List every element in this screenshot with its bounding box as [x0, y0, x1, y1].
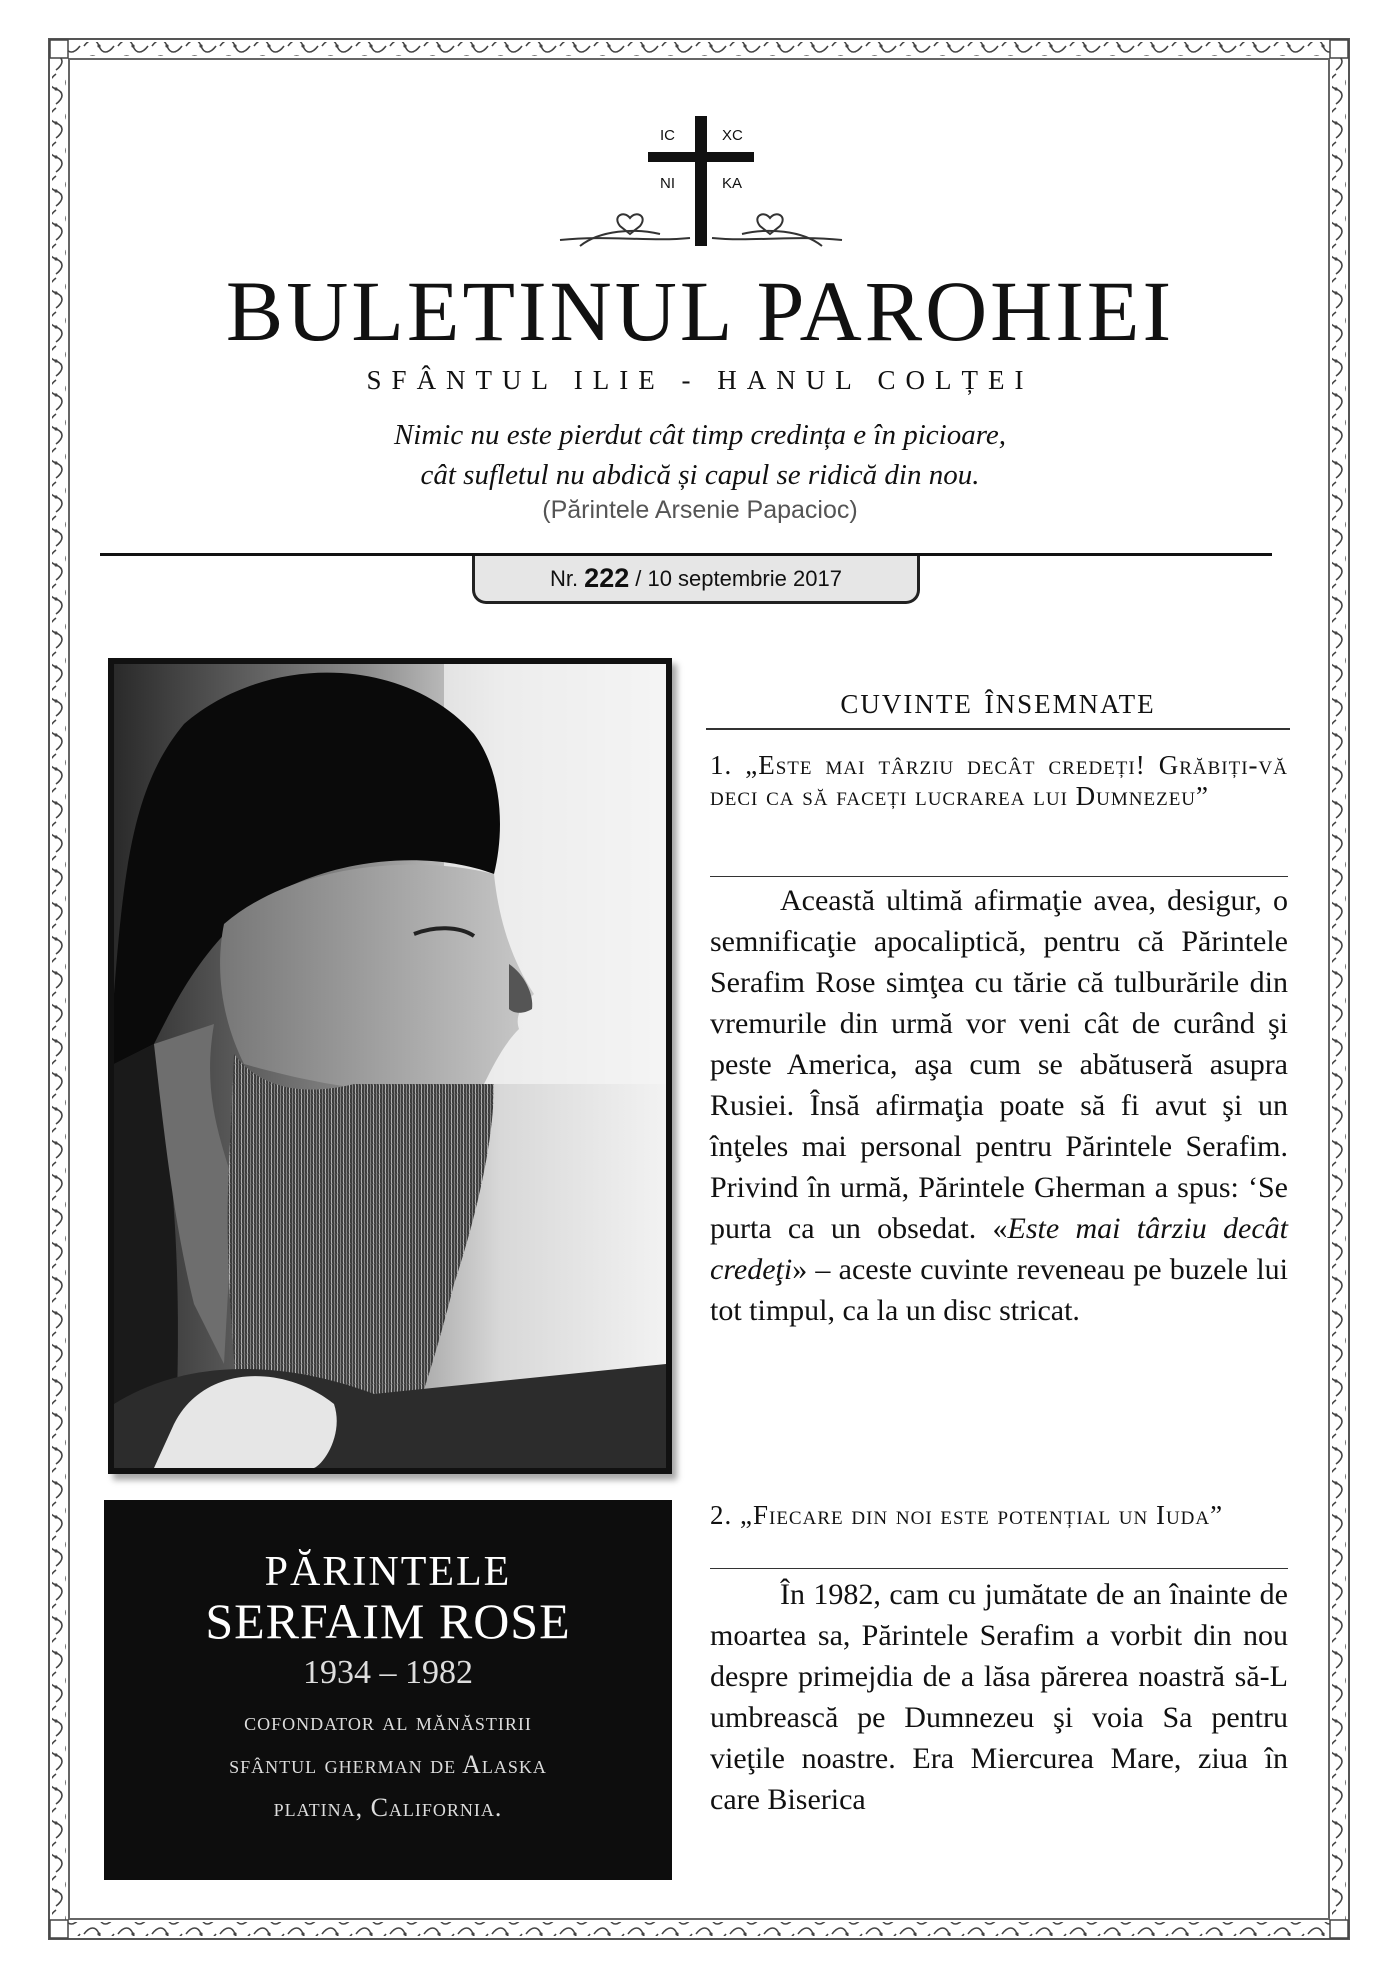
- section-title-rule: [706, 728, 1290, 730]
- quote1-heading: 1. „Este mai târziu decât credeți! Grăbiți-vă deci ca să faceți lucrarea lui Dumnezeu”: [710, 750, 1288, 811]
- caption-desc-line2: sfântul gherman de Alaska: [229, 1750, 547, 1779]
- caption-desc-line3: platina, California.: [273, 1793, 503, 1822]
- quote1-paragraph: [710, 880, 1288, 1331]
- quote1-text-end: » – aceste cuvinte reveneau pe buzele lui tot timpul, ca la un disc stricat.: [710, 1253, 1288, 1327]
- quote2-heading-rule: [710, 1568, 1288, 1569]
- quote2-heading: 2. „Fiecare din noi este potențial un Iuda”: [710, 1500, 1224, 1530]
- issue-badge: [472, 556, 920, 604]
- issue-date: / 10 septembrie 2017: [635, 565, 842, 591]
- motto-line-1: Nimic nu este pierdut cât timp credința e în picioare,: [393, 419, 1007, 451]
- bulletin-title: BULETINUL PAROHIEI: [225, 263, 1175, 359]
- quote1-heading-rule: [710, 876, 1288, 877]
- bulletin-subtitle: SFÂNTUL ILIE - HANUL COLȚEI: [366, 365, 1034, 395]
- emblem-letters-ka: KA: [722, 175, 743, 192]
- portrait-photo: [108, 658, 672, 1474]
- issue-number: 222: [584, 563, 630, 593]
- motto-line-2: cât sufletul nu abdică și capul se ridică din nou.: [420, 459, 980, 491]
- portrait-illustration: [114, 664, 666, 1468]
- caption-title-line1: PĂRINTELE: [264, 1549, 512, 1595]
- quote1-text-italic: Este mai târziu decât credeţi: [710, 1212, 1288, 1286]
- portrait-caption: [104, 1500, 672, 1880]
- section-title: cuvinte însemnate: [840, 679, 1156, 722]
- motto-author: (Părintele Arsenie Papacioc): [542, 496, 858, 524]
- issue-prefix: Nr.: [550, 565, 579, 591]
- emblem-letters-xc: XC: [722, 127, 743, 144]
- caption-desc-line1: cofondator al mănăstirii: [244, 1707, 532, 1736]
- emblem-letters-ic: IC: [660, 127, 675, 144]
- quote2-paragraph: În 1982, cam cu jumătate de an înainte de moartea sa, Părintele Serafim a vorbit din nou despre primejdia de a lăsa părerea noastră să-L umbrească pe Dumnezeu şi voia Sa pentru vieţile noastre. Era Miercurea Mare, ziua în care Biserica: [710, 1578, 1288, 1816]
- quote1-text-start: Această ultimă afirmaţie avea, desigur, o semnificaţie apocaliptică, pentru că Părintele Serafim Rose simţea cu tărie că tulburările din vremurile din urmă vor veni cât de curând şi peste America, aşa cum se abătuseră asupra Rusiei. Însă afirmaţia poate să fi avut şi un înţeles mai personal pentru Părintele Serafim. Privind în urmă, Părintele Gherman a spus: ‘Se purta ca un obsedat. «: [710, 884, 1288, 1245]
- emblem-letters-ni: NI: [660, 175, 675, 192]
- cross-icon: [540, 110, 860, 260]
- caption-title-line2: SERFAIM ROSE: [205, 1593, 571, 1649]
- motto-quote: [0, 415, 1400, 495]
- caption-years: 1934 – 1982: [303, 1654, 473, 1691]
